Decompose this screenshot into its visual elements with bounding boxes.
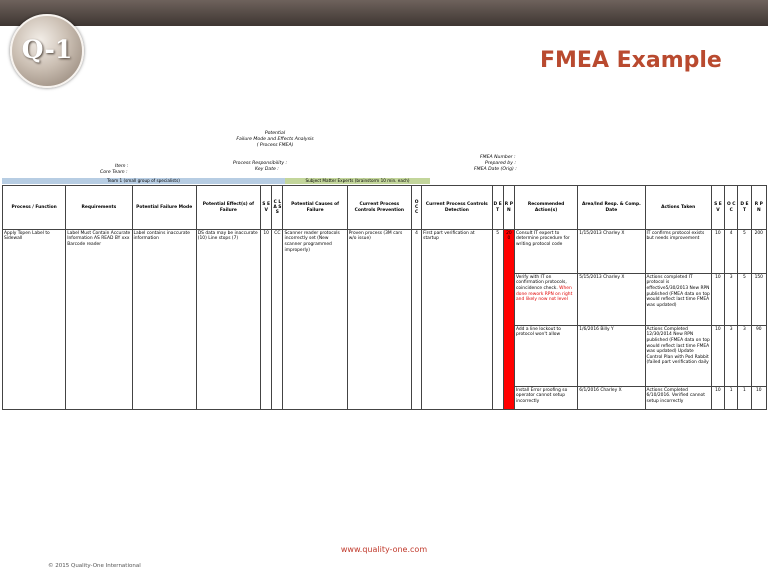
key-date-label: Key Date :	[255, 167, 279, 172]
q1-logo	[10, 14, 84, 88]
cell-rpn-after: 150	[751, 274, 766, 326]
col-occ-after: O C C	[725, 186, 738, 230]
cell-sev-after: 10	[711, 274, 724, 326]
cell-occ-after: 3	[725, 326, 738, 387]
process-responsibility-label: Process Responsibility :	[233, 161, 288, 166]
col-class: C L A S S	[272, 186, 283, 230]
team-band: Team 1 (small group of specialists)	[2, 178, 285, 184]
cell-sev-after: 10	[711, 387, 724, 410]
col-prevention: Current Process Controls Prevention	[347, 186, 411, 230]
footer-website-link[interactable]: www.quality-one.com	[340, 545, 428, 554]
cell-det: 5	[492, 230, 503, 410]
cell-failure-mode: Label contains inaccurate information	[132, 230, 196, 410]
cell-responsibility: 1/15/2013 Charley X	[578, 230, 645, 274]
form-header	[205, 131, 345, 149]
cell-recommended	[514, 274, 577, 326]
cell-sev: 10	[261, 230, 272, 410]
cell-sev-after: 10	[711, 326, 724, 387]
col-sev: S E V	[261, 186, 272, 230]
cell-actions-taken: Actions Completed 12/30/2014 New RPN published (FMEA data on top would reflect last time FMEA was updated) Update Control Plan with Pod Rabbit (failed part verification daily	[645, 326, 711, 387]
cell-actions-taken: Actions Completed 6/10/2016. Verified cannot setup incorrectly	[645, 387, 711, 410]
cell-recommended: Install Error proofing so operator cannot setup incorrectly	[514, 387, 577, 410]
col-responsibility: Area/Ind Resp. & Comp. Date	[578, 186, 645, 230]
cell-detection: First part verification at startup	[422, 230, 492, 410]
cell-det-after: 1	[738, 387, 751, 410]
col-actions-taken: Actions Taken	[645, 186, 711, 230]
cell-actions-taken: IT confirms protocol exists but needs improvement	[645, 230, 711, 274]
cell-requirements: Label Must Contain Accurate Information AS READ BY xxx Barcode reader	[66, 230, 132, 410]
cell-rpn: 200	[503, 230, 514, 410]
cell-prevention: Proven process (3M cars w/o issue)	[347, 230, 411, 410]
cell-det-after: 5	[738, 274, 751, 326]
cell-class: CC	[272, 230, 283, 410]
col-causes: Potential Causes of Failure	[283, 186, 347, 230]
item-label: Item :	[115, 164, 129, 169]
cell-occ-after: 1	[725, 387, 738, 410]
cell-responsibility: 1/6/2016 Billy Y	[578, 326, 645, 387]
cell-rpn-after: 200	[751, 230, 766, 274]
form-process-fmea: ( Process FMEA)	[256, 143, 294, 148]
form-potential: Potential	[264, 131, 286, 136]
experts-band: Subject Matter Experts (brainstorm 10 min. each)	[285, 178, 430, 184]
col-failure-mode: Potential Failure Mode	[132, 186, 196, 230]
table-row	[3, 230, 767, 274]
col-det-after: D E T	[738, 186, 751, 230]
header-row	[3, 186, 767, 230]
cell-recommended: Add a line lockout to protocol won't allow	[514, 326, 577, 387]
core-team-label: Core Team :	[100, 170, 128, 175]
cell-rpn-after: 90	[751, 326, 766, 387]
fmea-number-label: FMEA Number :	[480, 155, 516, 160]
copyright-notice: © 2015 Quality-One International	[48, 563, 141, 569]
cell-det-after: 5	[738, 230, 751, 274]
col-occ: O C C	[411, 186, 421, 230]
logo-text: Q-1	[21, 35, 73, 64]
col-recommended: Recommended Action(s)	[514, 186, 577, 230]
cell-occ-after: 4	[725, 230, 738, 274]
recommended-red-note: When done rework RPN on right and likely now not level	[515, 285, 573, 303]
cell-effects: DS data may be inaccurate (10) Line stops (7)	[196, 230, 260, 410]
cell-actions-taken: Actions completed IT protocol is effective5/30/2013 New RPN published (FMEA data on top would reflect last time FMEA was updated)	[645, 274, 711, 326]
cell-recommended: Consult IT expert to determine procedure for writing protocol code	[514, 230, 577, 274]
slide-title: FMEA Example	[540, 48, 722, 73]
cell-responsibility: 6/1/2016 Charley X	[578, 387, 645, 410]
cell-process-function: Apply Topen Label to Sidewall	[3, 230, 66, 410]
cell-occ-after: 3	[725, 274, 738, 326]
cell-det-after: 3	[738, 326, 751, 387]
col-rpn: R P N	[503, 186, 514, 230]
cell-rpn-after: 10	[751, 387, 766, 410]
col-detection: Current Process Controls Detection	[422, 186, 492, 230]
prepared-by-label: Prepared by :	[485, 161, 516, 166]
cell-responsibility: 5/15/2013 Charley X	[578, 274, 645, 326]
form-analysis-title: Failure Mode and Effects Analysis	[236, 137, 314, 142]
recommended-text: Verify with IT on confirmation protocols, coincidence check.	[515, 274, 567, 291]
top-banner	[0, 0, 768, 26]
col-process-function: Process / Function	[3, 186, 66, 230]
fmea-table	[2, 185, 767, 410]
col-rpn-after: R P N	[751, 186, 766, 230]
cell-sev-after: 10	[711, 230, 724, 274]
cell-occ: 4	[411, 230, 421, 410]
col-effects: Potential Effect(s) of Failure	[196, 186, 260, 230]
col-requirements: Requirements	[66, 186, 132, 230]
fmea-date-label: FMEA Date (Orig) :	[474, 167, 517, 172]
col-sev-after: S E V	[711, 186, 724, 230]
col-det: D E T	[492, 186, 503, 230]
cell-causes: Scanner reader protocols incorrectly set (New scanner programmed improperly)	[283, 230, 347, 410]
